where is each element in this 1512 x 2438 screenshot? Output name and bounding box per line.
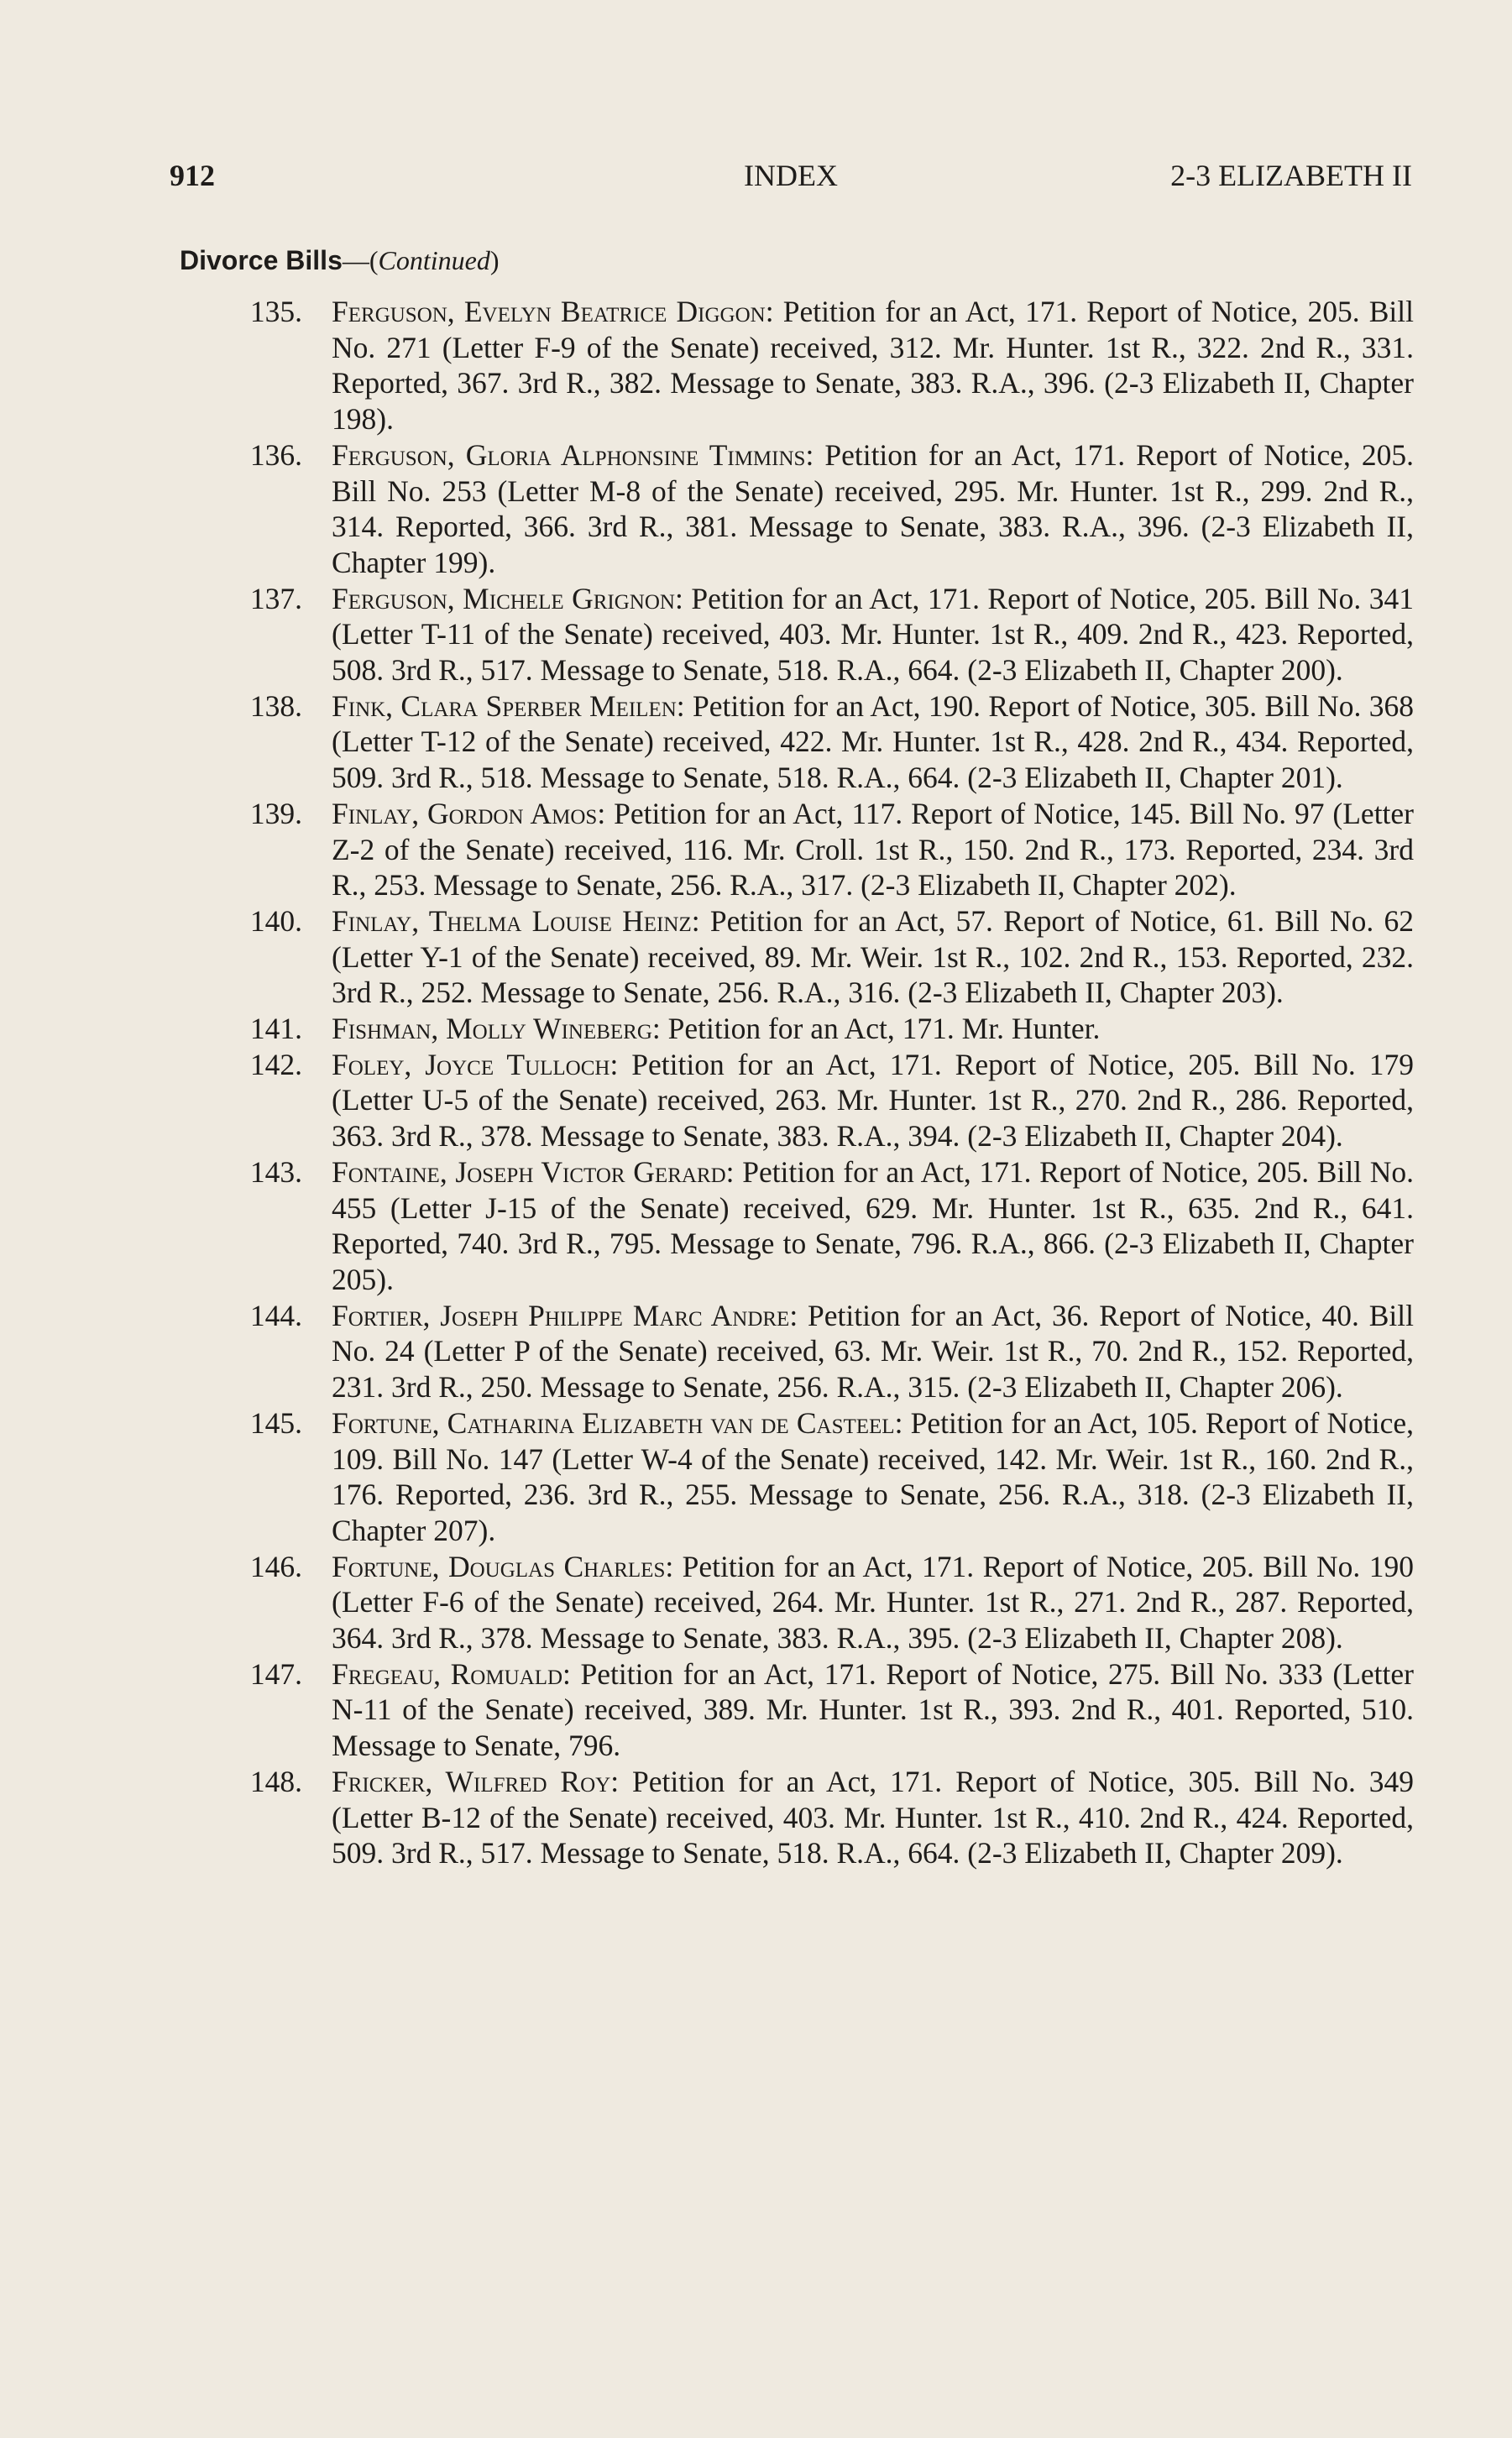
entry-number: 136. [249, 437, 302, 472]
index-entry [235, 1656, 1414, 1764]
entry-name: Fortune, Douglas Charles [332, 1549, 666, 1583]
entry-name: Ferguson, Gloria Alphonsine Timmins [332, 437, 806, 472]
index-entry [235, 1011, 1414, 1047]
index-entry [235, 1549, 1414, 1656]
index-entry [235, 1298, 1414, 1405]
entry-number: 135. [249, 295, 302, 328]
entry-text: : Petition for an Act, 171. Report of Notice, 205. Bill No. 271 (Letter F-9 of the Senate) received, 312. Mr. Hunter. 1st R., 322. 2nd R., 331. Reported, 367. 3rd R., 382. Message to Senate, 383. R.A., 396. (2-3 Elizabeth II, Chapter 198). [332, 295, 1414, 437]
entry-name: Fortier, Joseph Philippe Marc Andre [332, 1298, 790, 1332]
entry-name: Finlay, Thelma Louise Heinz [332, 903, 692, 938]
page-header [170, 158, 1412, 200]
entry-number: 145. [249, 1405, 302, 1440]
index-entry [235, 437, 1414, 581]
entry-number: 141. [249, 1012, 302, 1046]
running-title: INDEX [744, 159, 838, 192]
entry-number: 146. [249, 1549, 302, 1583]
entry-name: Fontaine, Joseph Victor Gerard [332, 1154, 726, 1189]
volume-title: 2-3 ELIZABETH II [1170, 159, 1412, 192]
entry-text: : Petition for an Act, 171. Report of Notice, 205. Bill No. 179 (Letter U-5 of the Senate) received, 263. Mr. Hunter. 1st R., 270. 2nd R., 286. Reported, 363. 3rd R., 378. Message to Senate, 383. R.A., 394. (2-3 Elizabeth II, Chapter 204). [332, 1047, 1414, 1154]
section-continued: Continued [378, 245, 490, 275]
section-dash: —( [342, 245, 379, 275]
index-entry [235, 294, 1414, 437]
entry-name: Fregeau, Romuald [332, 1656, 563, 1691]
entry-text: : Petition for an Act, 171. Report of Notice, 305. Bill No. 349 (Letter B-12 of the Senate) received, 403. Mr. Hunter. 1st R., 410. 2nd R., 424. Reported, 509. 3rd R., 517. Message to Senate, 518. R.A., 664. (2-3 Elizabeth II, Chapter 209). [332, 1764, 1414, 1870]
entry-text: : Petition for an Act, 171. Mr. Hunter. [651, 1012, 1101, 1046]
entry-name: Finlay, Gordon Amos [332, 796, 598, 830]
page-number: 912 [170, 159, 215, 192]
entry-number: 138. [249, 688, 302, 723]
entry-text: : Petition for an Act, 171. Report of Notice, 205. Bill No. 455 (Letter J-15 of the Senate) received, 629. Mr. Hunter. 1st R., 635. 2nd R., 641. Reported, 740. 3rd R., 795. Message to Senate, 796. R.A., 866. (2-3 Elizabeth II, Chapter 205). [332, 1154, 1414, 1296]
entry-number: 144. [249, 1298, 302, 1332]
section-close: ) [489, 245, 500, 275]
entry-name: Foley, Joyce Tulloch [332, 1047, 610, 1081]
entry-number: 147. [249, 1656, 302, 1691]
entry-number: 142. [249, 1047, 302, 1081]
index-entry [235, 1047, 1414, 1154]
entry-number: 148. [249, 1764, 302, 1798]
entry-name: Fortune, Catharina Elizabeth van de Casteel [332, 1405, 895, 1440]
entry-number: 140. [249, 903, 302, 938]
entry-text: : Petition for an Act, 171. Report of Notice, 205. Bill No. 341 (Letter T-11 of the Senate) received, 403. Mr. Hunter. 1st R., 409. 2nd R., 423. Reported, 508. 3rd R., 517. Message to Senate, 518. R.A., 664. (2-3 Elizabeth II, Chapter 200). [332, 581, 1414, 688]
entry-text: : Petition for an Act, 105. Report of Notice, 109. Bill No. 147 (Letter W-4 of the Senate) received, 142. Mr. Weir. 1st R., 160. 2nd R., 176. Reported, 236. 3rd R., 255. Message to Senate, 256. R.A., 318. (2-3 Elizabeth II, Chapter 207). [332, 1405, 1414, 1547]
index-entry [235, 903, 1414, 1011]
entry-number: 139. [249, 796, 302, 830]
entry-text: : Petition for an Act, 36. Report of Notice, 40. Bill No. 24 (Letter P of the Senate) received, 63. Mr. Weir. 1st R., 70. 2nd R., 152. Reported, 231. 3rd R., 250. Message to Senate, 256. R.A., 315. (2-3 Elizabeth II, Chapter 206). [332, 1298, 1414, 1405]
index-entry [235, 1405, 1414, 1549]
entry-number: 143. [249, 1154, 302, 1189]
index-entry [235, 1154, 1414, 1298]
index-entry [235, 581, 1414, 688]
index-entry [235, 796, 1414, 903]
entry-text: : Petition for an Act, 171. Report of Notice, 205. Bill No. 190 (Letter F-6 of the Senate) received, 264. Mr. Hunter. 1st R., 271. 2nd R., 287. Reported, 364. 3rd R., 378. Message to Senate, 383. R.A., 395. (2-3 Elizabeth II, Chapter 208). [332, 1549, 1414, 1656]
entry-text: : Petition for an Act, 171. Report of Notice, 205. Bill No. 253 (Letter M-8 of the Senate) received, 295. Mr. Hunter. 1st R., 299. 2nd R., 314. Reported, 366. 3rd R., 381. Message to Senate, 383. R.A., 396. (2-3 Elizabeth II, Chapter 199). [332, 437, 1414, 579]
entry-number: 137. [249, 581, 302, 615]
entry-name: Fink, Clara Sperber Meilen [332, 688, 677, 723]
entry-name: Ferguson, Michele Grignon [332, 581, 675, 615]
section-heading [180, 245, 500, 276]
entry-name: Fricker, Wilfred Roy [332, 1764, 611, 1798]
entry-text: : Petition for an Act, 190. Report of Notice, 305. Bill No. 368 (Letter T-12 of the Senate) received, 422. Mr. Hunter. 1st R., 428. 2nd R., 434. Reported, 509. 3rd R., 518. Message to Senate, 518. R.A., 664. (2-3 Elizabeth II, Chapter 201). [332, 688, 1414, 795]
entry-list [235, 294, 1414, 1871]
index-entry [235, 1764, 1414, 1871]
index-entry [235, 688, 1414, 796]
entry-text: : Petition for an Act, 171. Report of Notice, 275. Bill No. 333 (Letter N-11 of the Senate) received, 389. Mr. Hunter. 1st R., 393. 2nd R., 401. Reported, 510. Message to Senate, 796. [332, 1656, 1414, 1763]
entry-text: : Petition for an Act, 57. Report of Notice, 61. Bill No. 62 (Letter Y-1 of the Senate) received, 89. Mr. Weir. 1st R., 102. 2nd R., 153. Reported, 232. 3rd R., 252. Message to Senate, 256. R.A., 316. (2-3 Elizabeth II, Chapter 203). [332, 903, 1414, 1010]
entry-name: Fishman, Molly Wineberg [332, 1012, 652, 1046]
entry-name: Ferguson, Evelyn Beatrice Diggon [332, 295, 766, 328]
section-title: Divorce Bills [180, 245, 343, 275]
entry-text: : Petition for an Act, 117. Report of Notice, 145. Bill No. 97 (Letter Z-2 of the Senate) received, 116. Mr. Croll. 1st R., 150. 2nd R., 173. Reported, 234. 3rd R., 253. Message to Senate, 256. R.A., 317. (2-3 Elizabeth II, Chapter 202). [332, 796, 1414, 902]
